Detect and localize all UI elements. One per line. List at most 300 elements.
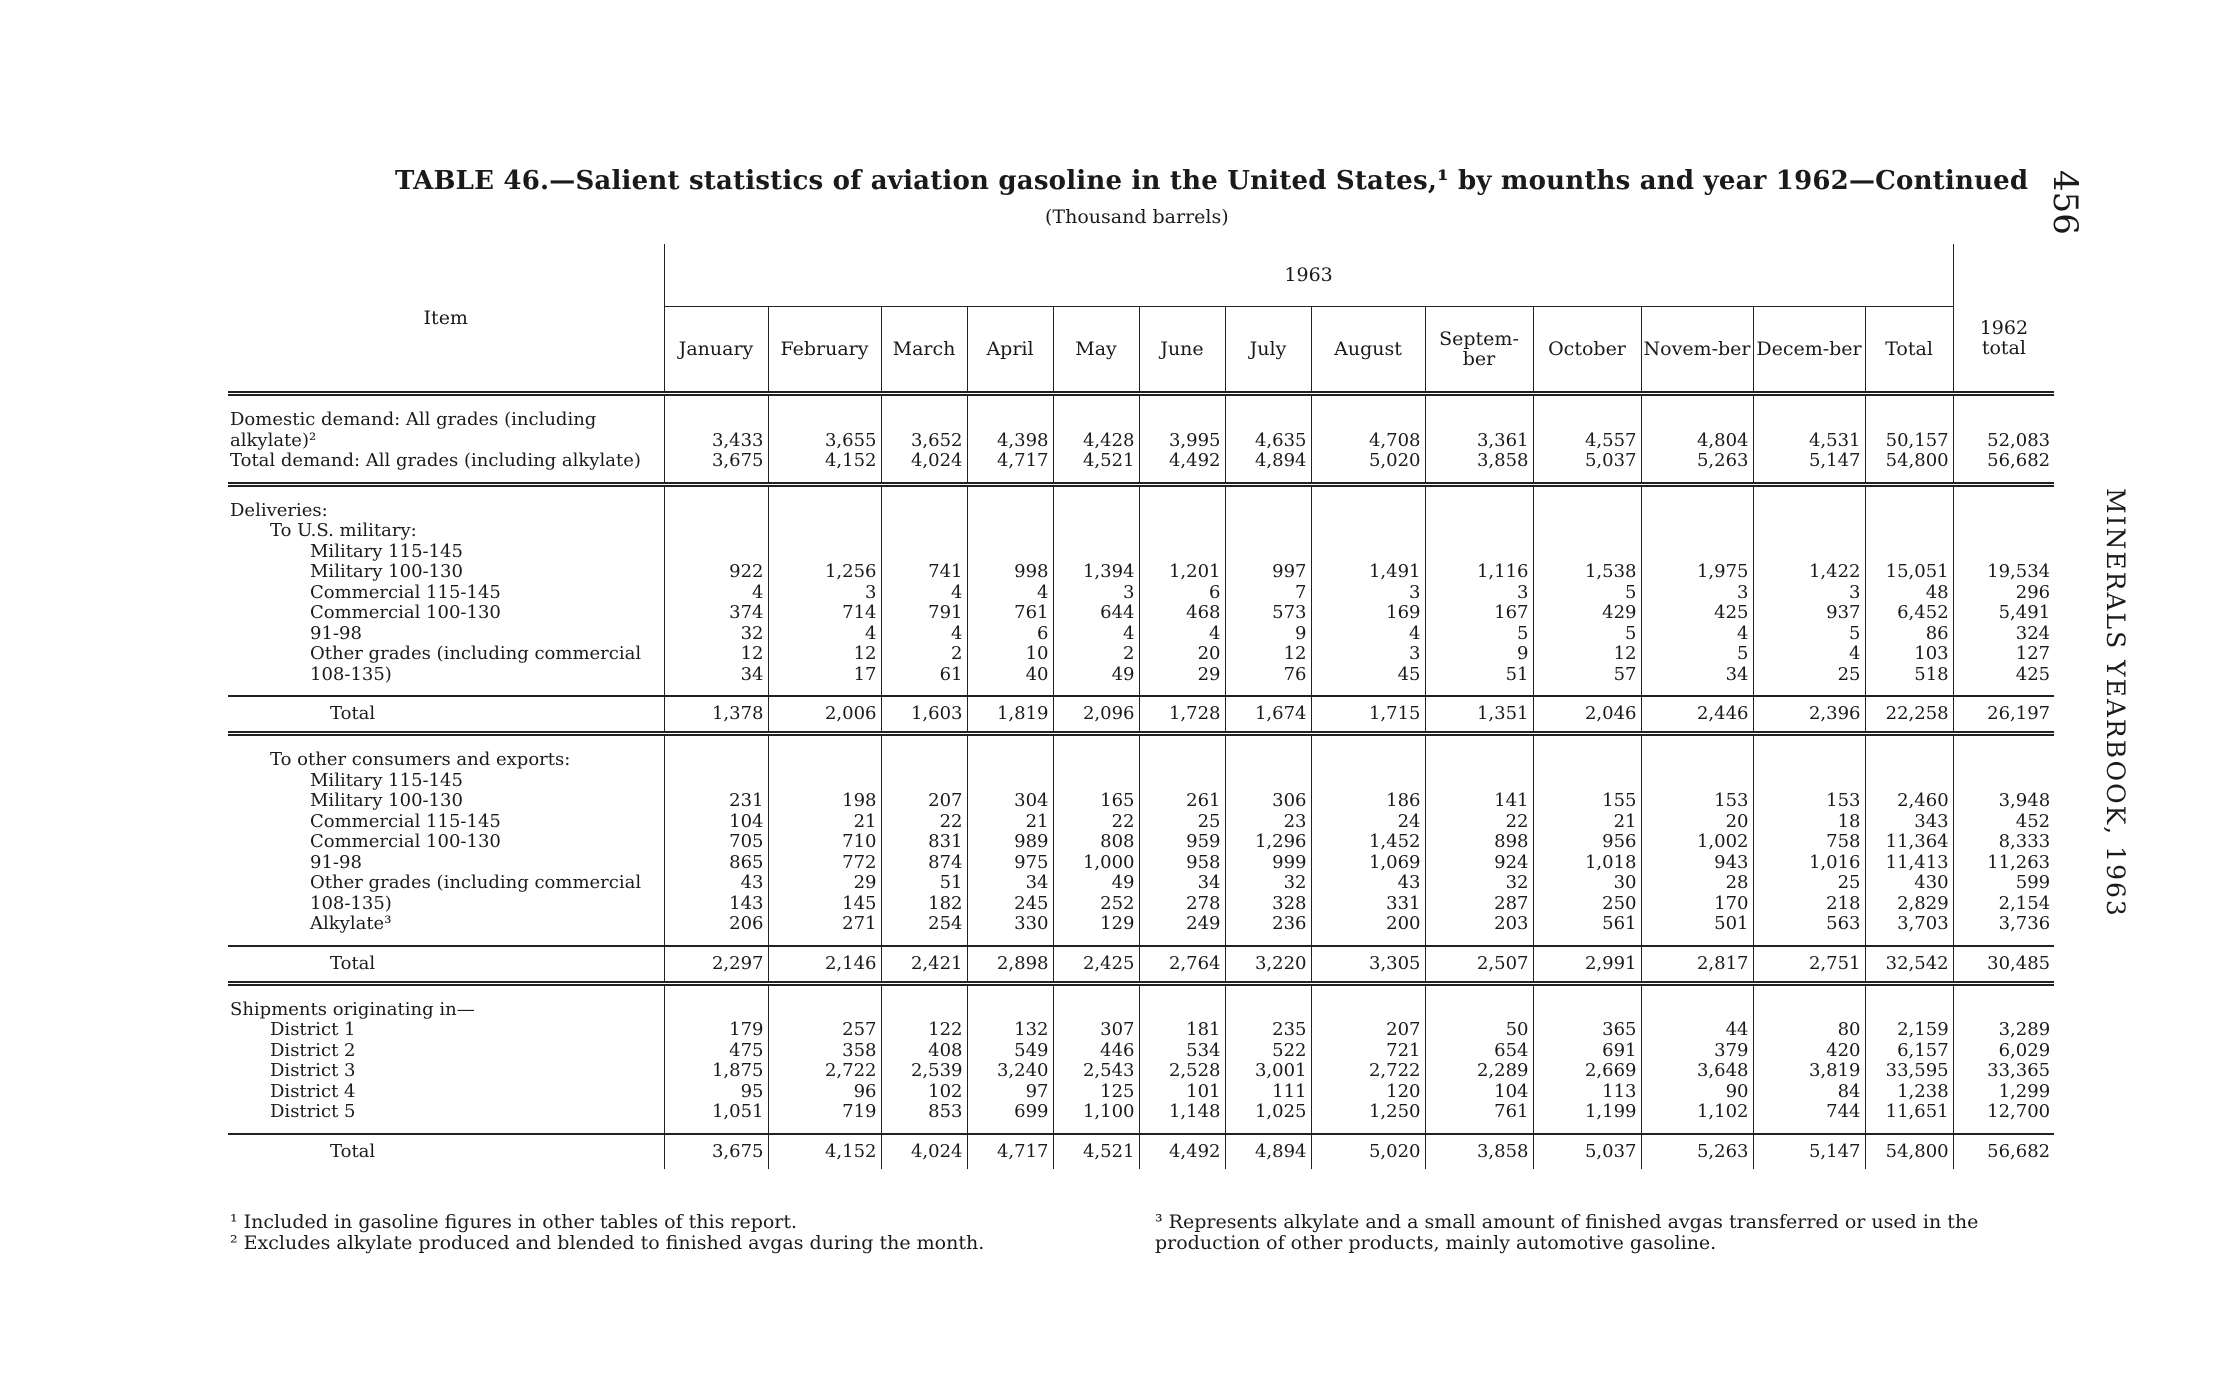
value-cell: 296 (2015, 581, 2051, 603)
value-column-cell (881, 484, 967, 696)
value-cell: 374 (729, 602, 764, 623)
value-cell: 32 (1505, 872, 1529, 893)
value-cell: 34 (1197, 872, 1221, 893)
table-body (228, 394, 2054, 1169)
total-cell: 56,682 (1953, 1134, 2054, 1169)
total-cell: 3,675 (664, 1134, 768, 1169)
value-cell: 2,543 (1082, 1060, 1135, 1081)
value-cell: 207 (1386, 1019, 1421, 1040)
value-cell: 561 (1602, 913, 1637, 934)
value-column-cell (1865, 394, 1953, 485)
total-cell: 4,152 (768, 1134, 881, 1169)
value-column-cell (1641, 734, 1753, 946)
value-cell: 5,037 (1584, 450, 1637, 471)
item-column-header: Item (423, 306, 468, 329)
month-header: January (664, 307, 768, 394)
value-cell: 32 (740, 622, 764, 644)
row-labels (228, 394, 664, 485)
total-cell: 2,396 (1753, 696, 1865, 734)
value-column-cell (1053, 734, 1139, 946)
total-cell: 30,485 (1953, 946, 2054, 984)
month-header: March (881, 307, 967, 394)
value-cell: 922 (729, 561, 764, 582)
month-header: October (1533, 307, 1641, 394)
value-cell: 430 (1914, 872, 1949, 893)
value-cell: 328 (1272, 892, 1307, 914)
total-row (228, 1134, 2054, 1169)
value-cell: 21 (1613, 810, 1637, 832)
value-column-cell (1225, 983, 1311, 1134)
value-cell: 4 (865, 622, 877, 644)
value-column-cell (1311, 983, 1425, 1134)
value-cell: 51 (939, 872, 963, 893)
value-cell: 97 (1025, 1080, 1049, 1102)
total-cell: 1,603 (881, 696, 967, 734)
value-cell: 249 (1186, 913, 1221, 934)
value-cell: 21 (853, 810, 877, 832)
value-column-cell (881, 983, 967, 1134)
running-head: MINERALS YEARBOOK, 1963 (2101, 488, 2130, 918)
value-column-cell (1953, 484, 2054, 696)
value-cell: 61 (939, 663, 963, 685)
row-label: 91-98 (310, 622, 362, 644)
value-cell: 95 (740, 1080, 764, 1102)
value-cell: 446 (1100, 1039, 1135, 1061)
section-block (228, 734, 2054, 946)
value-cell: 1,018 (1584, 851, 1637, 873)
total-cell: 3,305 (1311, 946, 1425, 984)
value-cell: 1,069 (1368, 851, 1421, 873)
value-cell: 1,394 (1082, 561, 1135, 582)
value-cell: 744 (1826, 1101, 1861, 1122)
value-cell: 330 (1014, 913, 1049, 934)
value-cell: 33,595 (1885, 1060, 1949, 1081)
value-column-cell (1641, 394, 1753, 485)
value-cell: 4 (951, 581, 963, 603)
value-cell: 721 (1386, 1039, 1421, 1061)
value-cell: 3,289 (1998, 1019, 2051, 1040)
value-cell: 1,256 (824, 561, 877, 582)
value-cell: 6,029 (1998, 1039, 2051, 1061)
value-cell: 4,557 (1584, 429, 1637, 451)
value-cell: 408 (928, 1039, 963, 1061)
total-cell: 26,197 (1953, 696, 2054, 734)
value-cell: 287 (1494, 892, 1529, 914)
month-header: Novem-ber (1641, 307, 1753, 394)
value-column-cell (1753, 734, 1865, 946)
value-cell: 20 (1725, 810, 1749, 832)
value-column-cell (1753, 394, 1865, 485)
value-cell: 975 (1014, 851, 1049, 873)
section-block (228, 394, 2054, 485)
value-column-cell (967, 734, 1053, 946)
value-cell: 3,361 (1476, 429, 1529, 451)
value-cell: 4 (1409, 622, 1421, 644)
value-column-cell (1053, 484, 1139, 696)
value-column-cell (1753, 983, 1865, 1134)
value-cell: 2,159 (1897, 1019, 1949, 1040)
value-cell: 155 (1602, 790, 1637, 811)
value-cell: 4,531 (1808, 429, 1861, 451)
value-cell: 865 (729, 851, 764, 873)
value-cell: 207 (928, 790, 963, 811)
value-cell: 5 (1849, 622, 1861, 644)
value-cell: 5,263 (1696, 450, 1749, 471)
value-cell: 90 (1725, 1080, 1749, 1102)
row-label: Shipments originating in— (230, 998, 475, 1020)
prev-year-total-header: 1962 total (1953, 244, 2054, 394)
value-cell: 24 (1397, 810, 1421, 832)
total-cell: 2,297 (664, 946, 768, 984)
total-row (228, 946, 2054, 984)
value-column-cell (967, 484, 1053, 696)
value-cell: 989 (1014, 831, 1049, 852)
value-cell: 11,263 (1987, 851, 2051, 873)
value-column-cell (1641, 484, 1753, 696)
value-cell: 4,717 (996, 450, 1049, 471)
total-cell: 2,421 (881, 946, 967, 984)
value-cell: 1,025 (1254, 1101, 1307, 1122)
value-cell: 48 (1925, 581, 1949, 603)
value-cell: 4,894 (1254, 450, 1307, 471)
total-cell: 4,521 (1053, 1134, 1139, 1169)
value-cell: 808 (1100, 831, 1135, 852)
value-column-cell (1311, 734, 1425, 946)
total-cell: 2,096 (1053, 696, 1139, 734)
value-cell: 2,289 (1476, 1060, 1529, 1081)
row-label: To U.S. military: (270, 520, 417, 541)
total-cell: 2,991 (1533, 946, 1641, 984)
value-cell: 2,528 (1168, 1060, 1221, 1081)
value-cell: 475 (729, 1039, 764, 1061)
year-header: 1963 (664, 244, 1953, 307)
value-cell: 534 (1186, 1039, 1221, 1061)
value-cell: 9 (1295, 622, 1307, 644)
value-cell: 4 (752, 581, 764, 603)
value-cell: 182 (928, 892, 963, 914)
value-cell: 103 (1914, 643, 1949, 664)
value-cell: 50 (1505, 1019, 1529, 1040)
value-column-cell (1425, 983, 1533, 1134)
value-cell: 203 (1494, 913, 1529, 934)
value-cell: 1,875 (711, 1060, 764, 1081)
value-cell: 9 (1517, 643, 1529, 664)
value-column-cell (768, 484, 881, 696)
value-cell: 3 (1409, 643, 1421, 664)
value-cell: 218 (1826, 892, 1861, 914)
value-cell: 324 (2015, 622, 2051, 644)
value-cell: 167 (1494, 602, 1529, 623)
value-column-cell (1225, 484, 1311, 696)
value-cell: 959 (1186, 831, 1221, 852)
value-cell: 12 (740, 643, 764, 664)
value-cell: 1,491 (1368, 561, 1421, 582)
value-cell: 853 (928, 1101, 963, 1122)
value-cell: 5 (1737, 643, 1749, 664)
value-cell: 3,675 (711, 450, 764, 471)
value-cell: 3 (1123, 581, 1135, 603)
value-cell: 343 (1914, 810, 1949, 832)
value-column-cell (1953, 394, 2054, 485)
value-cell: 3 (1409, 581, 1421, 603)
total-cell: 5,147 (1753, 1134, 1865, 1169)
value-column-cell (1865, 734, 1953, 946)
value-cell: 132 (1014, 1019, 1049, 1040)
value-cell: 874 (928, 851, 963, 873)
month-header: June (1139, 307, 1225, 394)
value-cell: 40 (1025, 663, 1049, 685)
value-cell: 145 (842, 892, 877, 914)
value-cell: 3,433 (711, 429, 764, 451)
total-cell: 4,717 (967, 1134, 1053, 1169)
total-cell: 2,751 (1753, 946, 1865, 984)
row-label: To other consumers and exports: (270, 749, 571, 770)
value-cell: 549 (1014, 1039, 1049, 1061)
value-cell: 1,250 (1368, 1101, 1421, 1122)
value-cell: 6,452 (1897, 602, 1949, 623)
value-cell: 563 (1826, 913, 1861, 934)
value-cell: 599 (2015, 872, 2051, 893)
value-cell: 8,333 (1998, 831, 2051, 852)
total-row (228, 696, 2054, 734)
value-column-cell (1139, 484, 1225, 696)
value-column-cell (664, 983, 768, 1134)
value-cell: 4,492 (1168, 450, 1221, 471)
value-cell: 12 (1283, 643, 1307, 664)
value-cell: 102 (928, 1080, 963, 1102)
total-cell: 2,764 (1139, 946, 1225, 984)
row-labels (228, 484, 664, 696)
value-cell: 2,722 (1368, 1060, 1421, 1081)
value-cell: 1,116 (1476, 561, 1529, 582)
total-cell: 2,507 (1425, 946, 1533, 984)
row-label: Total (228, 946, 664, 984)
total-cell: 2,425 (1053, 946, 1139, 984)
value-cell: 379 (1714, 1039, 1749, 1061)
value-cell: 3,858 (1476, 450, 1529, 471)
row-label: District 1 (270, 1019, 356, 1040)
value-cell: 1,148 (1168, 1101, 1221, 1122)
value-cell: 252 (1100, 892, 1135, 914)
value-cell: 761 (1014, 602, 1049, 623)
value-cell: 34 (1725, 663, 1749, 685)
value-column-cell (1139, 734, 1225, 946)
value-cell: 3,995 (1168, 429, 1221, 451)
value-cell: 3,948 (1998, 790, 2051, 811)
value-cell: 7 (1295, 581, 1307, 603)
row-label: Alkylate³ (310, 913, 392, 934)
value-cell: 111 (1272, 1080, 1307, 1102)
value-cell: 101 (1186, 1080, 1221, 1102)
value-cell: 1,296 (1254, 831, 1307, 852)
value-cell: 4 (1037, 581, 1049, 603)
statistics-table (228, 244, 2054, 1169)
value-cell: 206 (729, 913, 764, 934)
value-cell: 54,800 (1885, 450, 1949, 471)
total-cell: 32,542 (1865, 946, 1953, 984)
value-column-cell (1139, 983, 1225, 1134)
value-column-cell (1865, 983, 1953, 1134)
value-cell: 2,460 (1897, 790, 1949, 811)
value-cell: 44 (1725, 1019, 1749, 1040)
month-header: Septem-ber (1425, 307, 1533, 394)
value-cell: 2 (1123, 643, 1135, 664)
value-cell: 51 (1505, 663, 1529, 685)
value-cell: 22 (1505, 810, 1529, 832)
value-column-cell (664, 484, 768, 696)
value-column-cell (664, 734, 768, 946)
value-cell: 898 (1494, 831, 1529, 852)
value-cell: 710 (842, 831, 877, 852)
row-label: Commercial 100-130 (310, 831, 501, 852)
footnote-3-cont: production of other products, mainly automotive gasoline. (1155, 1232, 1717, 1254)
value-cell: 18 (1837, 810, 1861, 832)
total-cell: 2,006 (768, 696, 881, 734)
value-cell: 3 (1517, 581, 1529, 603)
value-cell: 420 (1826, 1039, 1861, 1061)
value-cell: 6 (1209, 581, 1221, 603)
value-cell: 3 (1737, 581, 1749, 603)
value-cell: 365 (1602, 1019, 1637, 1040)
value-cell: 714 (842, 602, 877, 623)
value-cell: 758 (1826, 831, 1861, 852)
value-cell: 522 (1272, 1039, 1307, 1061)
value-cell: 4,521 (1082, 450, 1135, 471)
value-cell: 12 (1613, 643, 1637, 664)
value-column-cell (1053, 983, 1139, 1134)
value-cell: 3 (1849, 581, 1861, 603)
value-cell: 235 (1272, 1019, 1307, 1040)
total-cell: 1,715 (1311, 696, 1425, 734)
value-cell: 4,635 (1254, 429, 1307, 451)
value-cell: 143 (729, 892, 764, 914)
value-cell: 49 (1111, 872, 1135, 893)
value-column-cell (967, 983, 1053, 1134)
value-cell: 4,024 (910, 450, 963, 471)
row-label: Commercial 100-130 (310, 602, 501, 623)
value-cell: 4,708 (1368, 429, 1421, 451)
value-column-cell (1641, 983, 1753, 1134)
value-cell: 4 (1849, 643, 1861, 664)
value-column-cell (881, 394, 967, 485)
total-cell: 1,819 (967, 696, 1053, 734)
value-column-cell (1533, 484, 1641, 696)
value-column-cell (768, 394, 881, 485)
value-cell: 4,152 (824, 450, 877, 471)
value-cell: 3,819 (1808, 1060, 1861, 1081)
month-header: Decem-ber (1753, 307, 1865, 394)
value-cell: 19,534 (1987, 561, 2051, 582)
value-cell: 80 (1837, 1019, 1861, 1040)
value-cell: 1,051 (711, 1101, 764, 1122)
value-cell: 761 (1494, 1101, 1529, 1122)
value-cell: 468 (1186, 602, 1221, 623)
total-cell: 5,037 (1533, 1134, 1641, 1169)
value-cell: 644 (1100, 602, 1135, 623)
value-cell: 43 (740, 872, 764, 893)
row-label: Deliveries: (230, 499, 328, 521)
value-cell: 2,829 (1897, 892, 1949, 914)
value-cell: 306 (1272, 790, 1307, 811)
month-header: April (967, 307, 1053, 394)
page-number: 456 (2045, 170, 2085, 235)
value-cell: 17 (853, 663, 877, 685)
value-cell: 501 (1714, 913, 1749, 934)
value-cell: 425 (1714, 602, 1749, 623)
value-cell: 699 (1014, 1101, 1049, 1122)
month-header: May (1053, 307, 1139, 394)
row-label: Domestic demand: All grades (including alkylate)² (230, 409, 597, 451)
value-cell: 25 (1837, 663, 1861, 685)
value-cell: 11,651 (1885, 1101, 1949, 1122)
value-cell: 22 (939, 810, 963, 832)
value-cell: 49 (1111, 663, 1135, 685)
row-label: Other grades (including commercial 108-135) (310, 872, 642, 914)
value-cell: 2,539 (910, 1060, 963, 1081)
value-column-cell (1533, 734, 1641, 946)
footnotes-left (230, 1212, 984, 1254)
total-cell: 2,446 (1641, 696, 1753, 734)
table-title: TABLE 46.—Salient statistics of aviation gasoline in the United States,¹ by mounths and year 1962—Continued (395, 166, 2029, 196)
value-cell: 1,452 (1368, 831, 1421, 852)
total-cell: 2,817 (1641, 946, 1753, 984)
value-cell: 573 (1272, 602, 1307, 623)
row-labels (228, 983, 664, 1134)
value-cell: 22 (1111, 810, 1135, 832)
row-label: District 5 (270, 1101, 356, 1122)
value-cell: 32 (1283, 872, 1307, 893)
value-column-cell (1533, 394, 1641, 485)
value-cell: 518 (1914, 663, 1949, 685)
value-cell: 1,000 (1082, 851, 1135, 873)
value-cell: 998 (1014, 561, 1049, 582)
value-cell: 772 (842, 851, 877, 873)
row-label: Total demand: All grades (including alkylate) (230, 450, 641, 471)
total-cell: 2,146 (768, 946, 881, 984)
row-label: Military 115-145 (310, 769, 463, 791)
value-cell: 3,655 (824, 429, 877, 451)
value-column-cell (1225, 394, 1311, 485)
row-label: Total (228, 696, 664, 734)
value-cell: 169 (1386, 602, 1421, 623)
value-cell: 122 (928, 1019, 963, 1040)
row-label: 91-98 (310, 851, 362, 873)
value-cell: 3,736 (1998, 913, 2051, 934)
value-column-cell (768, 983, 881, 1134)
value-cell: 236 (1272, 913, 1307, 934)
value-cell: 924 (1494, 851, 1529, 873)
section-block (228, 484, 2054, 696)
value-cell: 12,700 (1987, 1101, 2051, 1122)
total-cell: 5,020 (1311, 1134, 1425, 1169)
value-cell: 307 (1100, 1019, 1135, 1040)
value-cell: 4 (1209, 622, 1221, 644)
value-cell: 56,682 (1987, 450, 2051, 471)
value-cell: 1,299 (1998, 1080, 2051, 1102)
value-cell: 5 (1625, 581, 1637, 603)
value-cell: 958 (1186, 851, 1221, 873)
value-cell: 705 (729, 831, 764, 852)
value-column-cell (1225, 734, 1311, 946)
value-column-cell (1953, 983, 2054, 1134)
value-cell: 1,538 (1584, 561, 1637, 582)
value-cell: 4,398 (996, 429, 1049, 451)
value-cell: 331 (1386, 892, 1421, 914)
value-cell: 425 (2015, 663, 2051, 685)
value-cell: 1,016 (1808, 851, 1861, 873)
value-cell: 141 (1494, 790, 1529, 811)
value-cell: 831 (928, 831, 963, 852)
